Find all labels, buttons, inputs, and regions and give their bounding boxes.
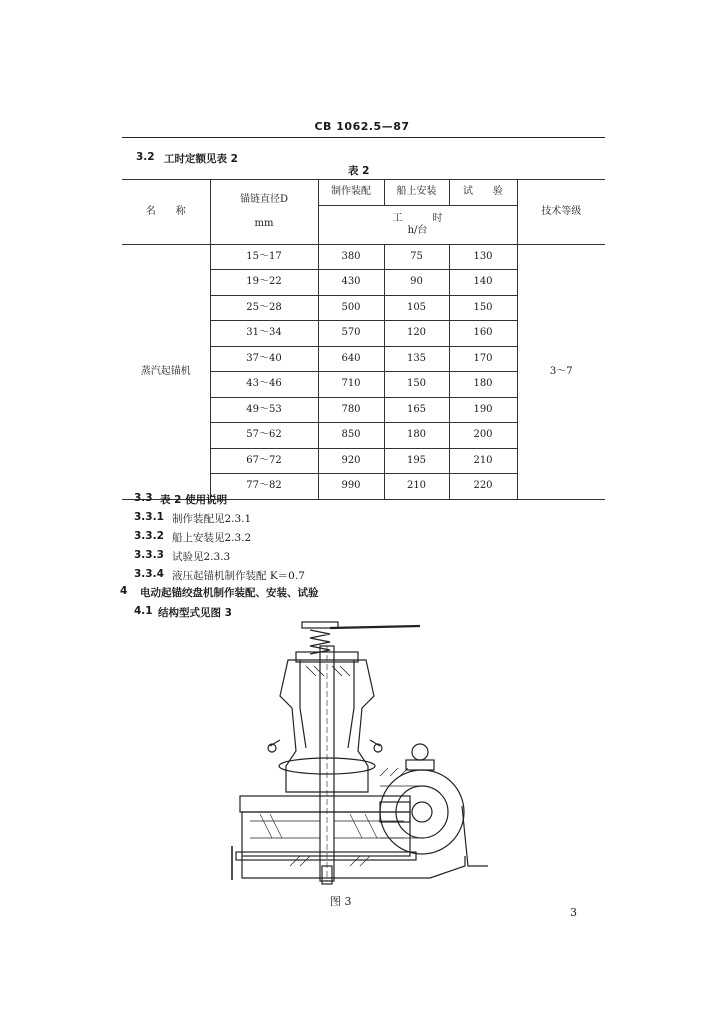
install-hours-cell: 210 [384,474,449,500]
item-number: 3.3.2 [134,530,164,542]
make-hours-cell: 380 [318,244,384,270]
install-hours-cell: 180 [384,423,449,449]
diameter-cell: 57～62 [210,423,318,449]
figure-3-caption: 图 3 [330,895,352,908]
install-hours-cell: 75 [384,244,449,270]
doc-header-id: CB 1062.5—87 [314,120,410,133]
header-work-unit: h/台 [407,224,428,236]
section-3-2-text: 工时定额见表 2 [164,153,238,165]
install-hours-cell: 135 [384,346,449,372]
make-hours-cell: 710 [318,372,384,398]
diameter-cell: 25～28 [210,295,318,321]
make-hours-cell: 780 [318,397,384,423]
machine-name-cell: 蒸汽起锚机 [122,244,210,499]
diameter-cell: 37～40 [210,346,318,372]
table-2-caption: 表 2 [348,165,370,177]
header-rule [122,137,605,138]
header-work-hours [318,205,517,244]
diameter-cell: 31～34 [210,321,318,347]
test-hours-cell: 170 [449,346,517,372]
page-number: 3 [570,906,577,919]
diameter-cell: 15～17 [210,244,318,270]
item-text: 液压起锚机制作装配 K＝0.7 [172,570,305,582]
make-hours-cell: 430 [318,270,384,296]
grade-cell: 3～7 [517,244,605,499]
item-text: 制作装配见2.3.1 [172,513,252,525]
install-hours-cell: 195 [384,448,449,474]
make-hours-cell: 990 [318,474,384,500]
header-work-label: 工 时 [392,212,443,224]
test-hours-cell: 180 [449,372,517,398]
make-hours-cell: 500 [318,295,384,321]
item-number: 3.3.3 [134,549,164,561]
section-3-3-number: 3.3 [134,492,153,504]
test-hours-cell: 220 [449,474,517,500]
work-hour-table [122,179,605,500]
section-4-text: 电动起锚绞盘机制作装配、安装、试验 [140,587,319,599]
install-hours-cell: 120 [384,321,449,347]
test-hours-cell: 160 [449,321,517,347]
test-hours-cell: 200 [449,423,517,449]
diameter-cell: 43～46 [210,372,318,398]
install-hours-cell: 165 [384,397,449,423]
section-4-1-text: 结构型式见图 3 [158,607,232,619]
section-4-number: 4 [120,585,128,597]
section-3-3-title: 表 2 使用说明 [160,494,228,506]
header-test: 试 验 [449,180,517,206]
header-install: 船上安装 [384,180,449,206]
header-grade: 技术等级 [517,180,605,245]
make-hours-cell: 640 [318,346,384,372]
table-row [122,244,605,270]
test-hours-cell: 150 [449,295,517,321]
test-hours-cell: 130 [449,244,517,270]
diameter-cell: 49～53 [210,397,318,423]
table-header-row [122,180,605,206]
test-hours-cell: 210 [449,448,517,474]
make-hours-cell: 850 [318,423,384,449]
section-4-1-number: 4.1 [134,605,153,617]
windlass-structure-drawing [230,616,490,886]
header-make: 制作装配 [318,180,384,206]
header-diameter-label: 锚链直径D [239,193,289,205]
install-hours-cell: 105 [384,295,449,321]
test-hours-cell: 190 [449,397,517,423]
section-3-2-number: 3.2 [136,151,155,163]
install-hours-cell: 150 [384,372,449,398]
diameter-cell: 77～82 [210,474,318,500]
diameter-cell: 67～72 [210,448,318,474]
item-text: 试验见2.3.3 [172,551,231,563]
header-diameter [210,180,318,245]
make-hours-cell: 920 [318,448,384,474]
test-hours-cell: 140 [449,270,517,296]
item-text: 船上安装见2.3.2 [172,532,252,544]
item-number: 3.3.4 [134,568,164,580]
header-name: 名 称 [122,180,210,245]
make-hours-cell: 570 [318,321,384,347]
item-number: 3.3.1 [134,511,164,523]
diameter-cell: 19～22 [210,270,318,296]
header-diameter-unit: mm [254,217,274,229]
install-hours-cell: 90 [384,270,449,296]
